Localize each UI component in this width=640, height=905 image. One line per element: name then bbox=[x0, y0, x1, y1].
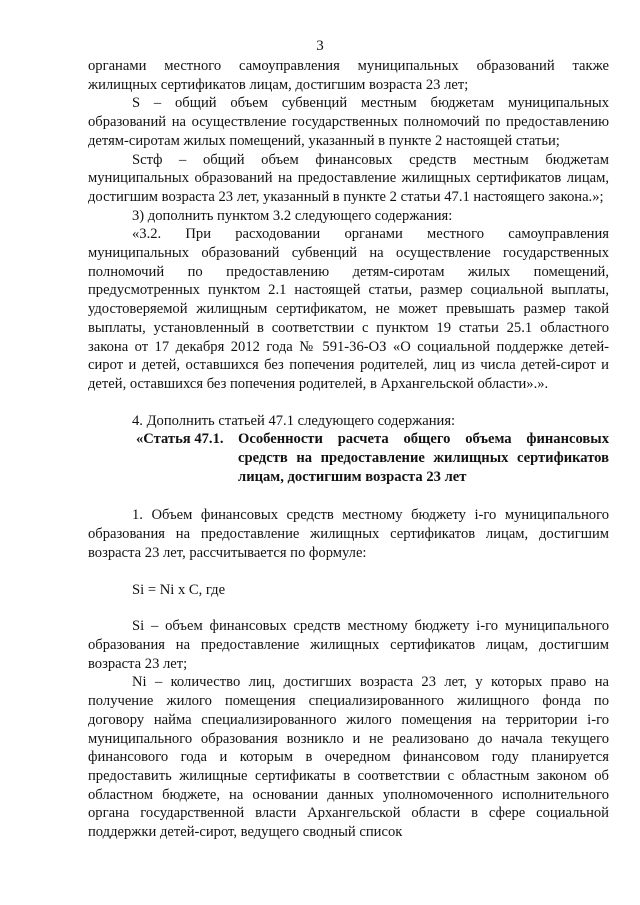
article-number: «Статья 47.1. bbox=[136, 431, 224, 448]
paragraph-s-definition: S – общий объем субвенций местным бюджетам муниципальных образований на осуществление государственных полномочий по предоставлению детям-сиротам жилых помещений, указанный в пункте 2 настоящей статьи; bbox=[88, 95, 609, 149]
page-number: 3 bbox=[316, 38, 324, 54]
document-body bbox=[88, 57, 609, 842]
paragraph-amendment-4: 4. Дополнить статьей 47.1 следующего содержания: bbox=[132, 412, 456, 429]
formula: Si = Ni x C, где bbox=[132, 581, 226, 598]
article-title: Особенности расчета общего объема финансовых средств на предоставление жилищных сертификатов лицам, достигшим возраста 23 лет bbox=[238, 431, 609, 485]
article-heading bbox=[88, 430, 609, 486]
paragraph-volume-formula-intro: 1. Объем финансовых средств местному бюджету i-го муниципального образования на предоставление жилищных сертификатов лицам, достигшим возраста 23 лет, рассчитывается по формуле: bbox=[88, 507, 609, 561]
paragraph-point-3-2: «3.2. При расходовании органами местного самоуправления муниципальных образований субвенций на осуществление государственных полномочий по предоставлению детям-сиротам жилых помещений, предусмотренных пунктом 2.1 настоящей статьи, размер социальной выплаты, удостоверяемой жилищным сертификатом, не может превышать размер такой выплаты, установленный в соответствии с пунктом 19 статьи 25.1 областного закона от 17 декабря 2012 года № 591-36-ОЗ «О социальной поддержке детей-сирот и детей, оставшихся без попечения родителей, лиц из числа детей-сирот и детей, оставшихся без попечения родителей, в Архангельской области».». bbox=[88, 226, 609, 392]
paragraph-amendment-3: 3) дополнить пунктом 3.2 следующего содержания: bbox=[132, 207, 453, 224]
paragraph-sstf-definition: Sстф – общий объем финансовых средств местным бюджетам муниципальных образований на предоставление жилищных сертификатов лицам, достигшим возраста 23 лет, указанный в пункте 2 статьи 47.1 настоящего закона.»; bbox=[88, 151, 609, 205]
paragraph-si-definition: Si – объем финансовых средств местному бюджету i-го муниципального образования на предоставление жилищных сертификатов лицам, достигшим возраста 23 лет; bbox=[88, 618, 609, 672]
paragraph-continuation: органами местного самоуправления муниципальных образований также жилищных сертификатов лицам, достигшим возраста 23 лет; bbox=[88, 58, 609, 93]
paragraph-ni-definition: Ni – количество лиц, достигших возраста 23 лет, у которых право на получение жилого помещения специализированного жилищного фонда по договору найма специализированного жилого помещения на территории i-го муниципального образования возникло и не реализовано до начала текущего финансового года и которым в очередном финансовом году планируется предоставить жилищные сертификаты в соответствии с областным законом об областном бюджете, на основании данных уполномоченного исполнительного органа государственной власти Архангельской области в сфере социальной поддержки детей-сирот, ведущего сводный список bbox=[88, 674, 609, 841]
